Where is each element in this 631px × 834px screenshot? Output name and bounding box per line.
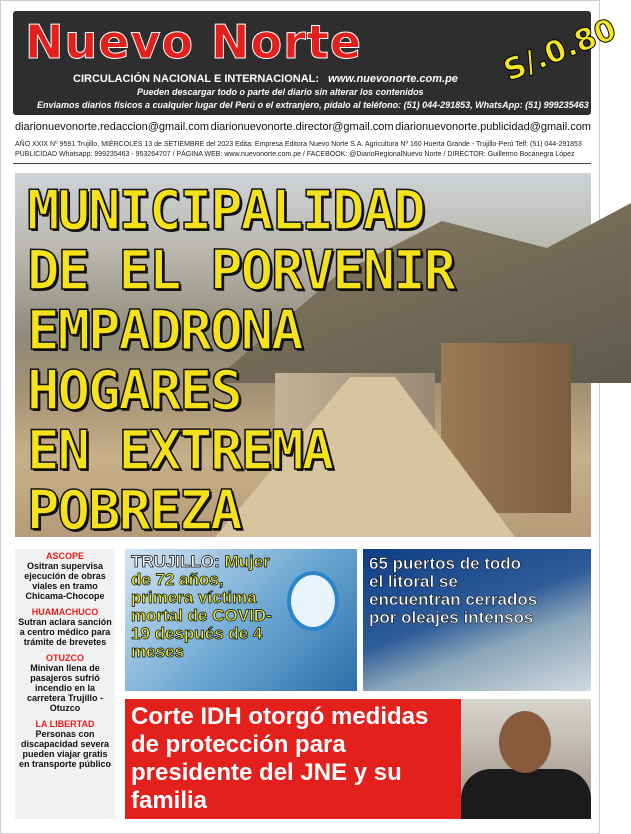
shipping-notice: Enviamos diarios físicos a cualquier lugar del Perú o el extranjero, pídalo al teléfono: (51) 044-291853, WhatsApp: (51) 999235463 (37, 100, 589, 110)
brief-text: Ositran supervisa ejecución de obras viales en tramo Chicama-Chocope (24, 561, 106, 601)
email-bar (15, 121, 591, 133)
ports-story-card[interactable] (363, 549, 591, 691)
brief-section: ASCOPE (45, 551, 84, 561)
divider (13, 163, 591, 164)
brief-item[interactable] (15, 605, 115, 651)
edition-info: AÑO XXIX Nº 9591 Trujillo, MIÉRCOLES 13 de SETIEMBRE del 2023 Edita: Empresa Editora Nuevo Norte S.A. Agricultura Nº 160 Huerta Grande - Trujillo-Perú Telf: (51) 044-291853 (15, 141, 582, 148)
headline-line: HOGARES (27, 359, 241, 422)
brief-text: Sutran aclara sanción a centro médico para trámite de brevetes (18, 617, 112, 647)
covid-story-text (131, 553, 281, 661)
jne-president-photo (461, 699, 591, 819)
circulation-line (73, 73, 458, 85)
main-story-photo[interactable] (15, 173, 591, 542)
website-link[interactable]: www.nuevonorte.com.pe (328, 73, 458, 85)
cidh-story-card[interactable] (125, 699, 591, 819)
brief-item[interactable] (15, 549, 115, 605)
contact-info: PUBLICIDAD Whatsapp: 999235463 - 953264707 / PÁGINA WEB: www.nuevonorte.com.pe / FACEBOOK: @DiarioRegionalNuevo Norte / DIRECTOR: Guillermo Bocanegra López (15, 151, 575, 158)
circulation-label: CIRCULACIÓN NACIONAL E INTERNACIONAL: (73, 73, 320, 85)
brief-section: HUAMACHUCO (31, 607, 99, 617)
email-redaccion[interactable]: diarionuevonorte.redaccion@gmail.com (15, 121, 209, 133)
health-worker-image (287, 571, 339, 631)
headline-line: MUNICIPALIDAD (27, 179, 424, 242)
headline-line: DE EL PORVENIR (27, 239, 455, 302)
brief-section: OTUZCO (46, 653, 84, 663)
suit-shape (461, 769, 591, 819)
download-notice: Pueden descargar todo o parte del diario sin alterar los contenidos (137, 87, 424, 97)
brief-text: Minivan llena de pasajeros sufrió incendio en la carretera Trujillo - Otuzco (26, 663, 104, 713)
sidebar-briefs (15, 549, 115, 819)
covid-story-headline: Mujer de 72 años, primera víctima mortal de COVID-19 después de 4 meses (131, 552, 272, 661)
newspaper-title: Nuevo Norte (25, 15, 363, 69)
main-headline (27, 181, 454, 541)
story-location-tag: TRUJILLO: (131, 552, 220, 571)
headline-line: POBREZA (27, 479, 241, 542)
person-head-shape (499, 711, 551, 773)
cidh-story-headline: Corte IDH otorgó medidas de protección para presidente del JNE y su familia (131, 703, 429, 814)
price-tag: S/.0.80 (498, 12, 622, 89)
masthead (13, 11, 622, 115)
brief-text: Personas con discapacidad severa pueden viajar gratis en transporte público (18, 729, 111, 769)
covid-story-card[interactable] (125, 549, 357, 691)
brief-item[interactable] (15, 651, 115, 717)
email-director[interactable]: diarionuevonorte.director@gmail.com (210, 121, 394, 133)
headline-line: EN EXTREMA (27, 419, 333, 482)
headline-line: EMPADRONA (27, 299, 302, 362)
brief-item[interactable] (15, 717, 115, 773)
ports-story-headline: 65 puertos de todo el litoral se encuentran cerrados por oleajes intensos (369, 554, 538, 627)
email-publicidad[interactable]: diarionuevonorte.publicidad@gmail.com (395, 121, 591, 133)
brief-section: LA LIBERTAD (35, 719, 95, 729)
